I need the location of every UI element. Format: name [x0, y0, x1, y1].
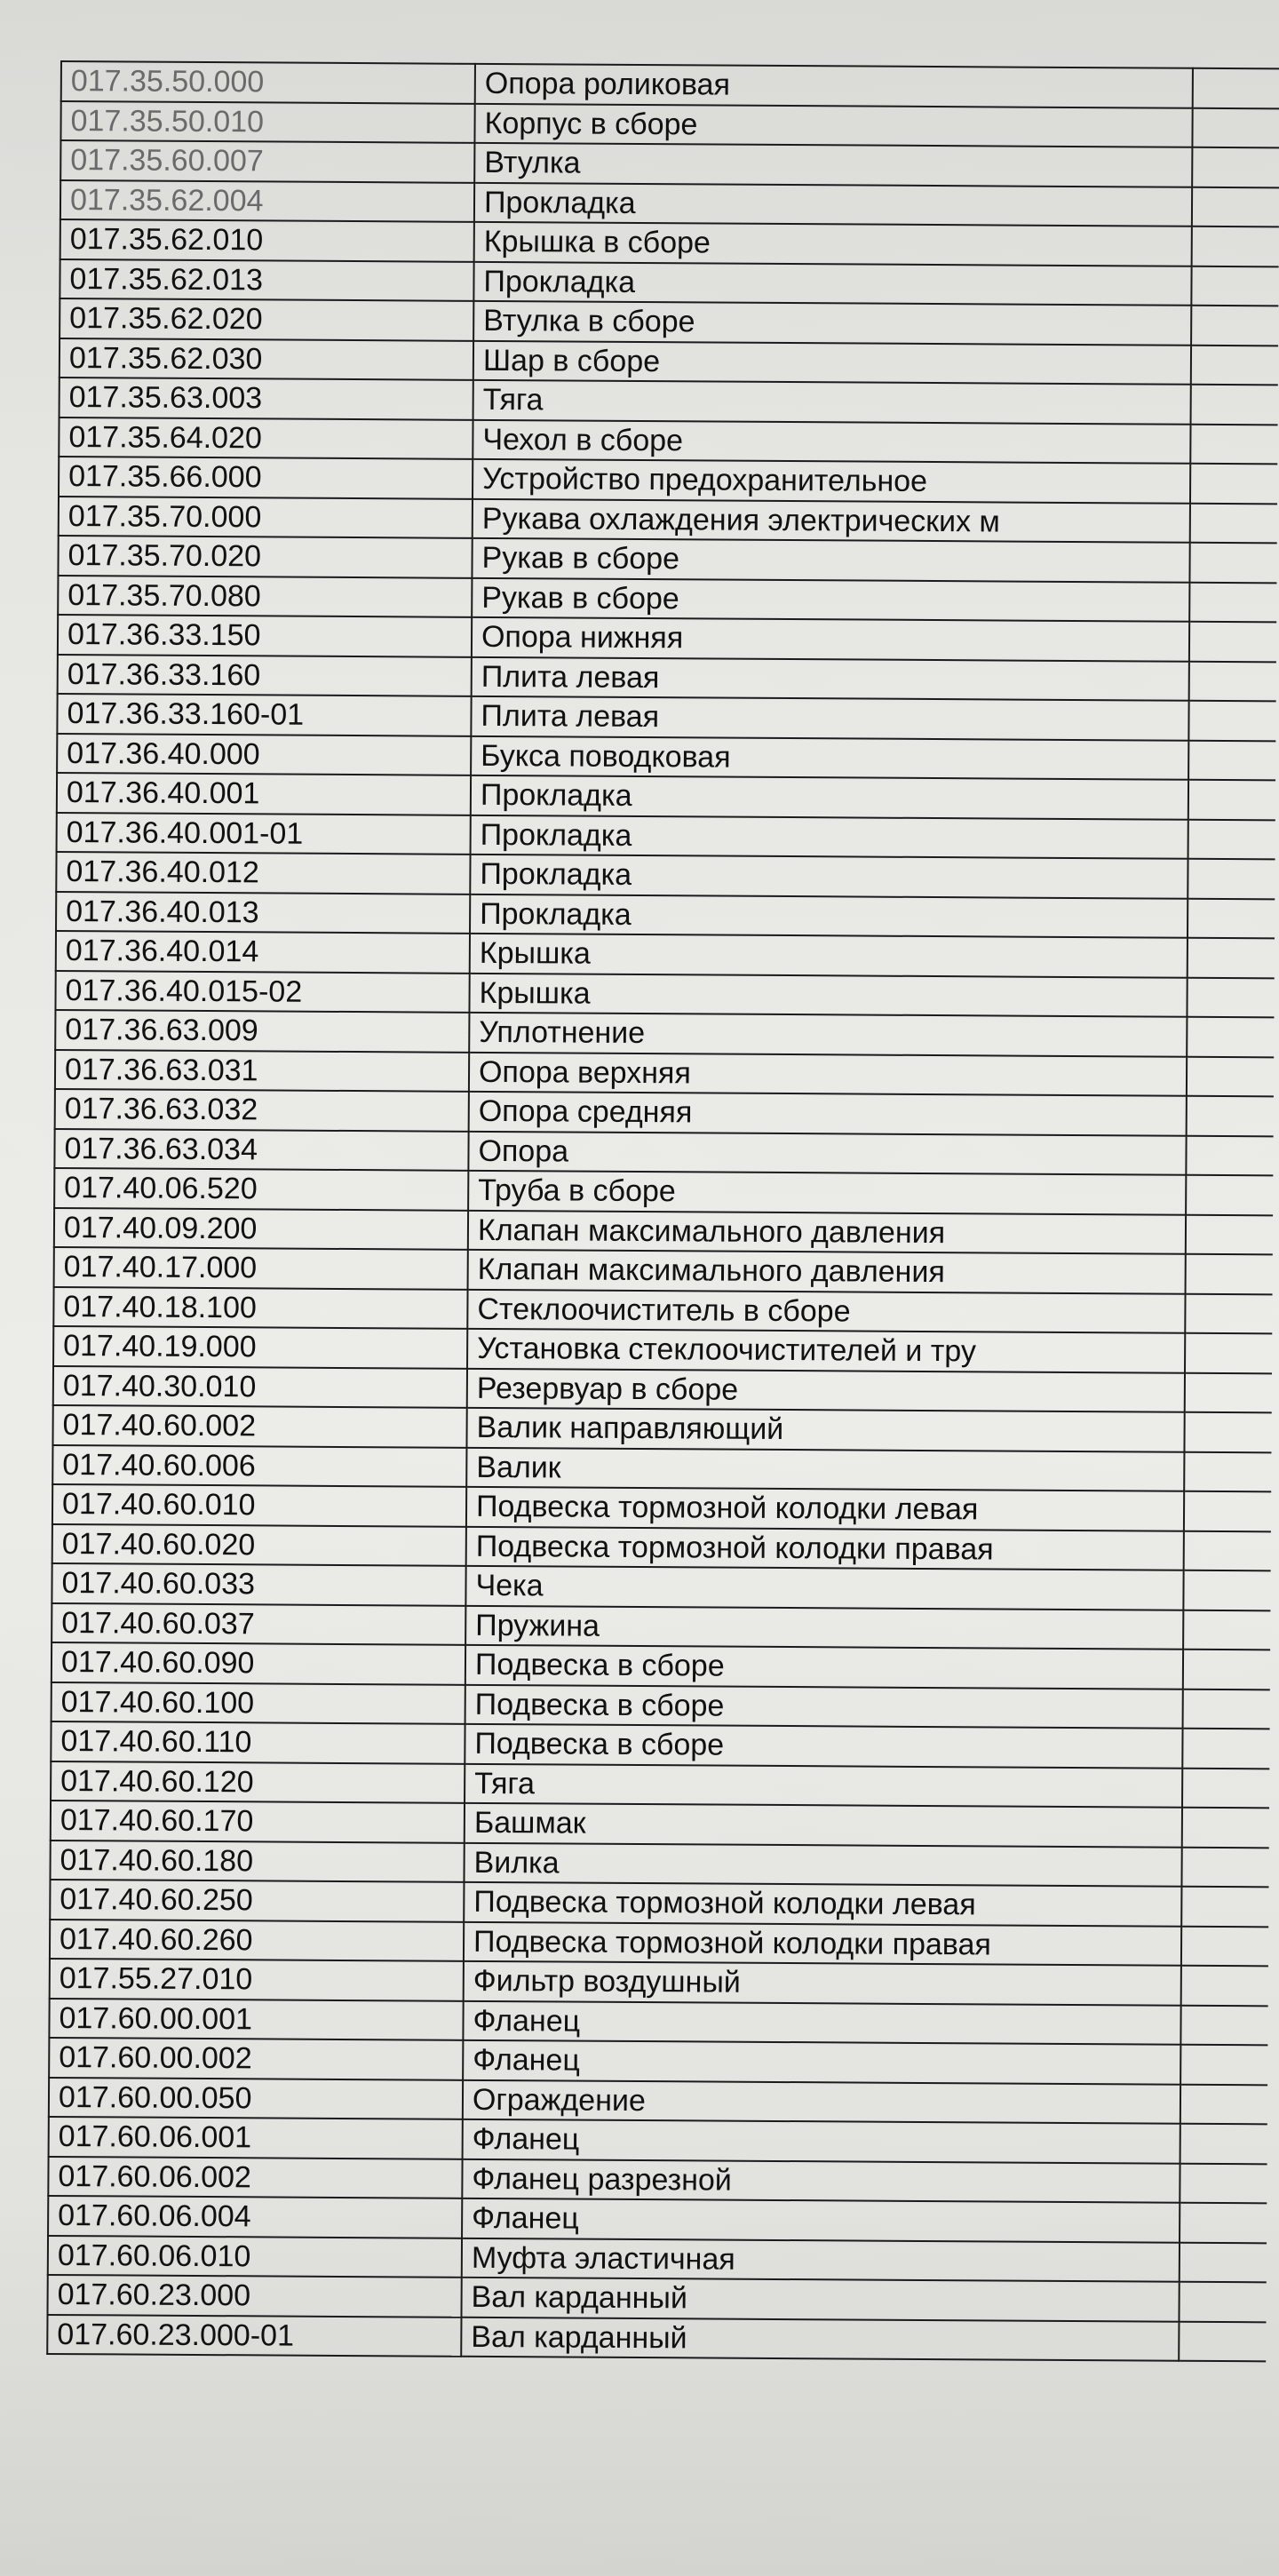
part-name-cell: Букса поводковая — [471, 735, 1188, 779]
part-name-cell: Подвеска тормозной колодки левая — [464, 1882, 1181, 1926]
part-name-cell: Пружина — [465, 1605, 1183, 1649]
part-name-cell: Фланец — [463, 2000, 1180, 2044]
part-code-cell: 017.40.60.010 — [52, 1484, 466, 1526]
part-name-cell: Уплотнение — [469, 1013, 1187, 1056]
part-code-cell: 017.35.60.007 — [60, 140, 474, 182]
empty-cell — [1181, 1887, 1268, 1927]
part-name-cell: Подвеска тормозной колодки правая — [464, 1921, 1181, 1965]
part-name-cell: Подвеска в сборе — [465, 1684, 1183, 1728]
part-code-cell: 017.35.70.020 — [58, 536, 472, 577]
part-code-cell: 017.40.60.120 — [51, 1761, 465, 1802]
part-name-cell: Устройство предохранительное — [473, 459, 1190, 503]
empty-cell — [1191, 266, 1278, 306]
part-code-cell: 017.35.62.004 — [60, 180, 474, 222]
empty-cell — [1186, 1214, 1273, 1254]
empty-cell — [1188, 898, 1275, 938]
part-name-cell: Втулка в сборе — [473, 301, 1191, 345]
part-name-cell: Фланец разрезной — [462, 2159, 1180, 2202]
empty-cell — [1179, 2282, 1266, 2322]
part-code-cell: 017.36.40.001-01 — [57, 812, 471, 854]
part-code-cell: 017.60.06.004 — [48, 2196, 462, 2238]
empty-cell — [1189, 661, 1276, 701]
part-name-cell: Фланец — [462, 2198, 1180, 2242]
part-code-cell: 017.60.06.001 — [49, 2117, 463, 2159]
part-code-cell: 017.40.60.260 — [50, 1919, 464, 1960]
empty-cell — [1183, 1610, 1270, 1650]
empty-cell — [1181, 1847, 1268, 1887]
part-code-cell: 017.40.09.200 — [54, 1207, 468, 1249]
part-name-cell: Подвеска тормозной колодки правая — [466, 1526, 1184, 1570]
empty-cell — [1191, 385, 1278, 425]
empty-cell — [1182, 1729, 1269, 1769]
empty-cell — [1185, 1372, 1272, 1412]
part-name-cell: Рукав в сборе — [472, 538, 1189, 582]
part-code-cell: 017.40.60.100 — [52, 1682, 465, 1723]
empty-cell — [1190, 503, 1277, 543]
empty-cell — [1184, 1412, 1271, 1452]
part-name-cell: Фильтр воздушный — [464, 1961, 1181, 2005]
part-name-cell: Чехол в сборе — [473, 419, 1190, 463]
part-code-cell: 017.60.00.002 — [49, 2038, 463, 2079]
empty-cell — [1192, 147, 1279, 187]
part-code-cell: 017.40.17.000 — [54, 1247, 468, 1289]
part-name-cell: Корпус в сборе — [474, 103, 1192, 147]
empty-cell — [1188, 740, 1275, 780]
part-name-cell: Плита левая — [472, 656, 1189, 700]
part-name-cell: Фланец — [463, 2040, 1180, 2084]
empty-cell — [1187, 977, 1274, 1017]
empty-cell — [1190, 424, 1277, 464]
part-name-cell: Тяга — [465, 1763, 1182, 1807]
part-name-cell: Башмак — [465, 1803, 1182, 1847]
part-code-cell: 017.60.23.000 — [47, 2275, 461, 2317]
empty-cell — [1193, 68, 1279, 108]
empty-cell — [1192, 107, 1279, 147]
empty-cell — [1180, 2242, 1267, 2282]
part-code-cell: 017.35.50.000 — [61, 61, 475, 103]
part-name-cell: Прокладка — [474, 182, 1192, 226]
empty-cell — [1184, 1451, 1271, 1491]
part-name-cell: Втулка — [474, 143, 1192, 187]
part-code-cell: 017.40.60.090 — [52, 1642, 465, 1684]
part-name-cell: Установка стеклоочистителей и тру — [467, 1329, 1185, 1372]
part-name-cell: Труба в сборе — [468, 1171, 1186, 1214]
part-code-cell: 017.60.06.010 — [48, 2235, 462, 2277]
part-code-cell: 017.40.60.002 — [52, 1405, 466, 1447]
part-name-cell: Вал карданный — [461, 2317, 1179, 2360]
part-code-cell: 017.36.63.009 — [55, 1010, 469, 1052]
empty-cell — [1180, 2124, 1267, 2164]
part-name-cell: Валик — [466, 1447, 1184, 1491]
part-name-cell: Плита левая — [471, 696, 1188, 740]
part-name-cell: Крышка — [470, 934, 1188, 977]
part-code-cell: 017.40.18.100 — [53, 1286, 467, 1328]
part-name-cell: Резервуар в сборе — [467, 1368, 1185, 1411]
part-code-cell: 017.36.63.031 — [55, 1049, 469, 1091]
part-name-cell: Шар в сборе — [473, 340, 1191, 384]
empty-cell — [1185, 1293, 1272, 1333]
part-code-cell: 017.35.50.010 — [60, 101, 474, 143]
empty-cell — [1191, 345, 1278, 385]
part-name-cell: Подвеска в сборе — [465, 1645, 1183, 1689]
empty-cell — [1189, 543, 1276, 583]
part-code-cell: 017.36.40.014 — [56, 931, 470, 973]
empty-cell — [1189, 622, 1276, 662]
part-code-cell: 017.55.27.010 — [50, 1959, 464, 2000]
empty-cell — [1187, 1056, 1274, 1096]
part-name-cell: Ограждение — [463, 2079, 1180, 2123]
empty-cell — [1181, 1926, 1268, 1966]
part-name-cell: Опора нижняя — [472, 617, 1189, 661]
part-code-cell: 017.40.30.010 — [53, 1365, 467, 1407]
part-code-cell: 017.40.60.020 — [52, 1523, 466, 1565]
part-name-cell: Подвеска в сборе — [465, 1724, 1182, 1768]
empty-cell — [1185, 1333, 1272, 1373]
empty-cell — [1180, 2084, 1267, 2124]
part-code-cell: 017.40.19.000 — [53, 1326, 467, 1368]
part-name-cell: Опора роликовая — [475, 64, 1193, 107]
part-name-cell: Валик направляющий — [466, 1408, 1184, 1451]
empty-cell — [1186, 1175, 1273, 1215]
parts-table — [46, 60, 1279, 2362]
empty-cell — [1188, 780, 1275, 820]
empty-cell — [1191, 306, 1278, 346]
parts-table-body — [47, 61, 1279, 2361]
part-code-cell: 017.36.40.013 — [56, 891, 470, 933]
empty-cell — [1182, 1768, 1269, 1808]
empty-cell — [1186, 1135, 1273, 1175]
document-page — [57, 60, 1279, 2532]
part-code-cell: 017.40.60.110 — [51, 1721, 465, 1763]
part-code-cell: 017.35.62.013 — [60, 259, 473, 301]
empty-cell — [1188, 819, 1275, 859]
part-name-cell: Рукава охлаждения электрических м — [473, 498, 1190, 542]
part-name-cell: Опора верхняя — [469, 1052, 1187, 1095]
part-code-cell: 017.36.33.160-01 — [57, 694, 471, 735]
part-name-cell: Прокладка — [471, 775, 1188, 819]
empty-cell — [1183, 1689, 1270, 1729]
part-name-cell: Тяга — [473, 380, 1191, 424]
part-code-cell: 017.40.60.180 — [50, 1840, 464, 1881]
part-code-cell: 017.36.63.032 — [55, 1089, 469, 1131]
part-name-cell: Прокладка — [473, 261, 1191, 305]
part-code-cell: 017.35.66.000 — [59, 457, 473, 498]
empty-cell — [1188, 859, 1275, 899]
part-name-cell: Рукав в сборе — [472, 577, 1189, 621]
part-name-cell: Прокладка — [470, 855, 1188, 898]
empty-cell — [1180, 2045, 1267, 2085]
part-code-cell: 017.36.40.000 — [57, 733, 471, 775]
part-code-cell: 017.36.40.012 — [56, 852, 470, 894]
part-name-cell: Стеклоочиститель в сборе — [467, 1289, 1185, 1332]
part-code-cell: 017.40.60.037 — [52, 1602, 465, 1644]
part-name-cell: Муфта эластичная — [462, 2238, 1180, 2281]
empty-cell — [1190, 464, 1277, 504]
part-code-cell: 017.36.33.160 — [58, 654, 472, 696]
part-code-cell: 017.60.06.002 — [48, 2156, 462, 2198]
part-name-cell: Опора — [468, 1131, 1186, 1174]
empty-cell — [1180, 2203, 1267, 2243]
empty-cell — [1181, 1966, 1268, 2006]
empty-cell — [1186, 1254, 1273, 1294]
part-code-cell: 017.40.06.520 — [54, 1168, 468, 1210]
table-row — [47, 2314, 1266, 2361]
empty-cell — [1183, 1650, 1270, 1690]
part-code-cell: 017.60.00.001 — [49, 1998, 463, 2039]
part-code-cell: 017.35.64.020 — [59, 417, 473, 458]
part-code-cell: 017.35.62.010 — [60, 219, 474, 261]
empty-cell — [1180, 2005, 1267, 2045]
empty-cell — [1183, 1570, 1270, 1610]
part-name-cell: Прокладка — [470, 894, 1188, 937]
part-code-cell: 017.40.60.170 — [51, 1801, 465, 1842]
empty-cell — [1180, 2163, 1267, 2203]
part-name-cell: Крышка в сборе — [474, 222, 1192, 266]
empty-cell — [1182, 1808, 1269, 1848]
part-name-cell: Чека — [465, 1566, 1183, 1610]
part-code-cell: 017.35.62.020 — [60, 298, 473, 340]
part-name-cell: Крышка — [469, 973, 1187, 1016]
part-name-cell: Вилка — [464, 1842, 1181, 1886]
part-code-cell: 017.60.00.050 — [49, 2077, 463, 2119]
part-code-cell: 017.40.60.033 — [52, 1563, 465, 1605]
part-code-cell: 017.40.60.006 — [52, 1444, 466, 1486]
empty-cell — [1192, 187, 1279, 227]
empty-cell — [1187, 1096, 1274, 1136]
part-code-cell: 017.35.70.080 — [58, 575, 472, 616]
part-name-cell: Опора средняя — [469, 1092, 1187, 1135]
part-code-cell: 017.35.63.003 — [60, 378, 473, 419]
part-code-cell: 017.36.33.150 — [58, 615, 472, 656]
part-code-cell: 017.36.63.034 — [54, 1128, 468, 1170]
empty-cell — [1188, 701, 1275, 741]
empty-cell — [1179, 2321, 1266, 2361]
part-code-cell: 017.36.40.001 — [57, 773, 471, 815]
empty-cell — [1189, 582, 1276, 622]
part-name-cell: Прокладка — [471, 815, 1188, 858]
part-name-cell: Вал карданный — [461, 2278, 1179, 2321]
part-name-cell: Клапан максимального давления — [468, 1250, 1186, 1293]
part-name-cell: Подвеска тормозной колодки левая — [466, 1487, 1184, 1530]
part-code-cell: 017.35.70.000 — [59, 496, 473, 537]
empty-cell — [1187, 1017, 1274, 1057]
empty-cell — [1184, 1491, 1271, 1531]
part-code-cell: 017.60.23.000-01 — [47, 2314, 461, 2356]
empty-cell — [1188, 938, 1275, 978]
part-name-cell: Фланец — [463, 2119, 1180, 2163]
part-code-cell: 017.35.62.030 — [60, 338, 473, 380]
part-code-cell: 017.40.60.250 — [50, 1880, 464, 1921]
empty-cell — [1184, 1530, 1271, 1570]
empty-cell — [1192, 227, 1279, 266]
part-code-cell: 017.36.40.015-02 — [55, 970, 469, 1012]
part-name-cell: Клапан максимального давления — [468, 1210, 1186, 1253]
